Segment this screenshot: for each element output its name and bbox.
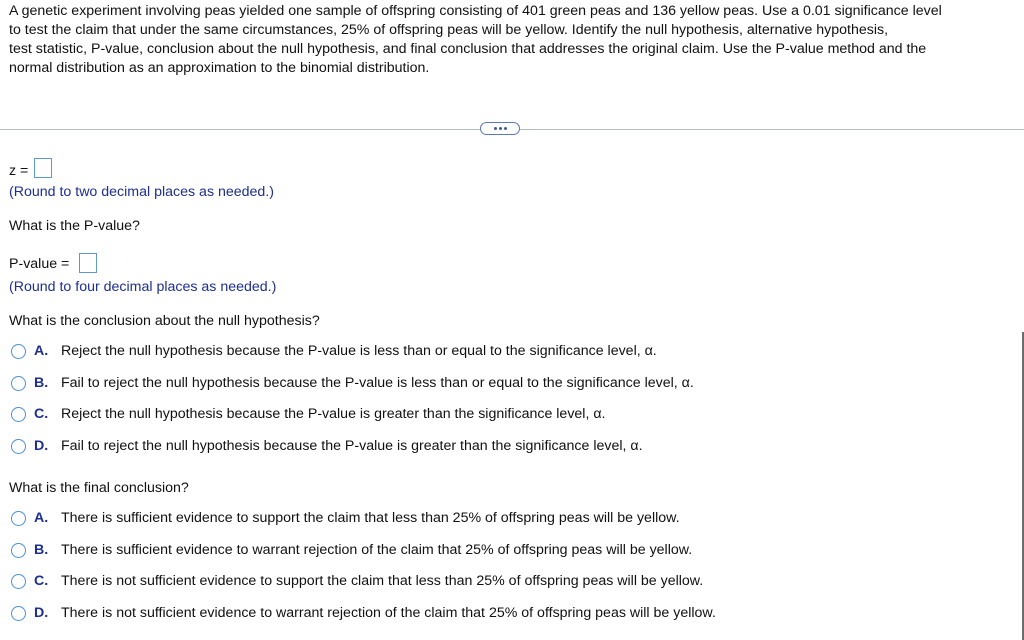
radio-button[interactable]	[11, 511, 26, 526]
question-text	[9, 2, 1017, 78]
option-text: There is sufficient evidence to support the claim that less than 25% of offspring peas will be yellow.	[61, 510, 680, 526]
pvalue-round-hint: (Round to four decimal places as needed.)	[9, 279, 277, 295]
option-text: Reject the null hypothesis because the P-value is less than or equal to the significance level, α.	[61, 343, 657, 359]
option-text: There is not sufficient evidence to support the claim that less than 25% of offspring peas will be yellow.	[61, 573, 704, 589]
option-text: Reject the null hypothesis because the P-value is greater than the significance level, α.	[61, 406, 606, 422]
final-option-c[interactable]: C. There is not sufficient evidence to support the claim that less than 25% of offspring peas will be yellow.	[11, 571, 703, 591]
radio-button[interactable]	[11, 376, 26, 391]
z-round-hint: (Round to two decimal places as needed.)	[9, 184, 274, 200]
radio-button[interactable]	[11, 407, 26, 422]
question-line-1: A genetic experiment involving peas yielded one sample of offspring consisting of 401 green peas and 136 yellow peas. Use a 0.01 significance level	[9, 3, 942, 19]
question-line-3: test statistic, P-value, conclusion about the null hypothesis, and final conclusion that addresses the original claim. Use the P-value method and the	[9, 41, 927, 57]
final-option-b[interactable]: B. There is sufficient evidence to warrant rejection of the claim that 25% of offspring peas will be yellow.	[11, 540, 692, 560]
option-text: There is sufficient evidence to warrant rejection of the claim that 25% of offspring peas will be yellow.	[61, 542, 693, 558]
null-conclusion-question: What is the conclusion about the null hypothesis?	[9, 313, 320, 329]
null-option-d[interactable]: D. Fail to reject the null hypothesis because the P-value is greater than the significance level, α.	[11, 436, 643, 456]
radio-button[interactable]	[11, 439, 26, 454]
z-input[interactable]	[34, 158, 52, 178]
pvalue-input[interactable]	[79, 253, 97, 273]
final-option-d[interactable]: D. There is not sufficient evidence to warrant rejection of the claim that 25% of offspring peas will be yellow.	[11, 603, 716, 623]
option-text: Fail to reject the null hypothesis because the P-value is greater than the significance level, α.	[61, 438, 643, 454]
null-option-c[interactable]: C. Reject the null hypothesis because the P-value is greater than the significance level, α.	[11, 404, 606, 424]
question-line-4: normal distribution as an approximation to the binomial distribution.	[9, 60, 430, 76]
question-line-2: to test the claim that under the same circumstances, 25% of offspring peas will be yellow. Identify the null hypothesis, alternative hypothesis,	[9, 22, 889, 38]
expand-button[interactable]	[480, 122, 520, 135]
option-text: Fail to reject the null hypothesis because the P-value is less than or equal to the significance level, α.	[61, 375, 694, 391]
final-option-a[interactable]: A. There is sufficient evidence to support the claim that less than 25% of offspring peas will be yellow.	[11, 508, 680, 528]
null-option-a[interactable]: A. Reject the null hypothesis because the P-value is less than or equal to the significance level, α.	[11, 341, 657, 361]
null-option-b[interactable]: B. Fail to reject the null hypothesis because the P-value is less than or equal to the significance level, α.	[11, 373, 694, 393]
radio-button[interactable]	[11, 606, 26, 621]
ellipsis-icon	[494, 127, 497, 130]
final-conclusion-question: What is the final conclusion?	[9, 480, 189, 496]
pvalue-label: P-value =	[9, 256, 70, 272]
radio-button[interactable]	[11, 344, 26, 359]
option-text: There is not sufficient evidence to warrant rejection of the claim that 25% of offspring peas will be yellow.	[61, 605, 716, 621]
radio-button[interactable]	[11, 574, 26, 589]
pvalue-question: What is the P-value?	[9, 218, 140, 234]
z-label: z =	[9, 163, 29, 179]
radio-button[interactable]	[11, 543, 26, 558]
